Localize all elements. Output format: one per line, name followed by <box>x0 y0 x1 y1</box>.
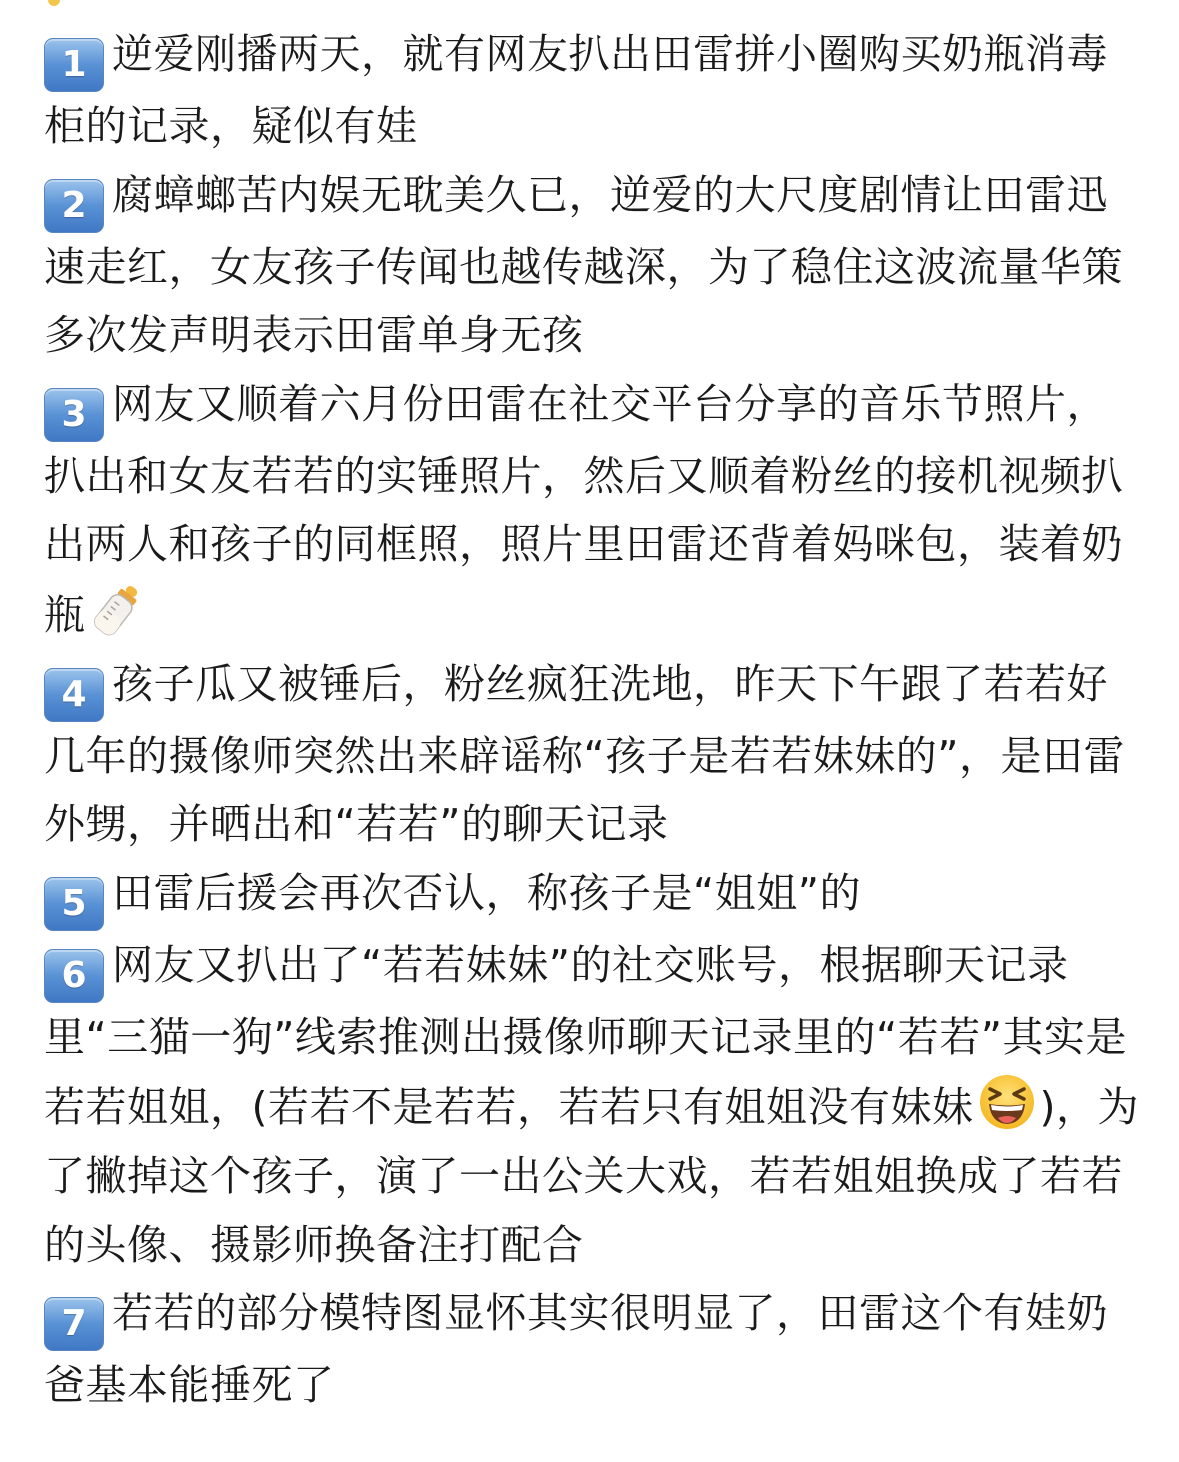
item-text-after-emoji: )，为了撇掉这个孩子，演了一出公关大戏，若若姐姐换成了若若的头像、摄影师换备注打配合 <box>44 1083 1139 1269</box>
item-text: 网友又顺着六月份田雷在社交平台分享的音乐节照片，扒出和女友若若的实锤照片，然后又顺着粉丝的接机视频扒出两人和孩子的同框照，照片里田雷还背着妈咪包，装着奶瓶 <box>44 379 1123 639</box>
keycap-6-icon: 6 <box>44 949 104 1003</box>
keycap-2-icon: 2 <box>44 179 104 233</box>
list-item <box>44 370 1139 650</box>
numbered-list <box>44 20 1139 1420</box>
list-item <box>44 650 1139 859</box>
keycap-4-icon: 4 <box>44 668 104 722</box>
keycap-1-icon: 1 <box>44 38 104 92</box>
list-item <box>44 859 1139 931</box>
baby-bottle-icon <box>86 579 148 641</box>
cropped-emoji-fragment <box>48 0 60 6</box>
item-text: 田雷后援会再次否认，称孩子是“姐姐”的 <box>112 868 861 917</box>
keycap-5-icon: 5 <box>44 877 104 931</box>
item-text: 若若的部分模特图显怀其实很明显了，田雷这个有娃奶爸基本能捶死了 <box>44 1289 1108 1410</box>
item-text: 腐蟑螂苦内娱无耽美久已，逆爱的大尺度剧情让田雷迅速走红，女友孩子传闻也越传越深，为了稳住这波流量华策多次发声明表示田雷单身无孩 <box>44 170 1123 360</box>
keycap-3-icon: 3 <box>44 388 104 442</box>
item-text: 孩子瓜又被锤后，粉丝疯狂洗地，昨天下午跟了若若好几年的摄像师突然出来辟谣称“孩子是若若妹妹的”，是田雷外甥，并晒出和“若若”的聊天记录 <box>44 659 1125 849</box>
list-item <box>44 20 1139 161</box>
cropped-top-line <box>44 0 60 8</box>
list-item <box>44 931 1139 1279</box>
list-item <box>44 1279 1139 1420</box>
list-item <box>44 161 1139 370</box>
item-text-before-emoji: 网友又扒出了“若若妹妹”的社交账号，根据聊天记录里“三猫一狗”线索推测出摄像师聊天记录里的“若若”其实是若若姐姐，(若若不是若若，若若只有姐姐没有妹妹 <box>44 940 1127 1132</box>
keycap-7-icon: 7 <box>44 1297 104 1351</box>
item-text: 逆爱刚播两天，就有网友扒出田雷拼小圈购买奶瓶消毒柜的记录，疑似有娃 <box>44 30 1108 150</box>
grinning-squinting-face-icon <box>976 1071 1038 1133</box>
